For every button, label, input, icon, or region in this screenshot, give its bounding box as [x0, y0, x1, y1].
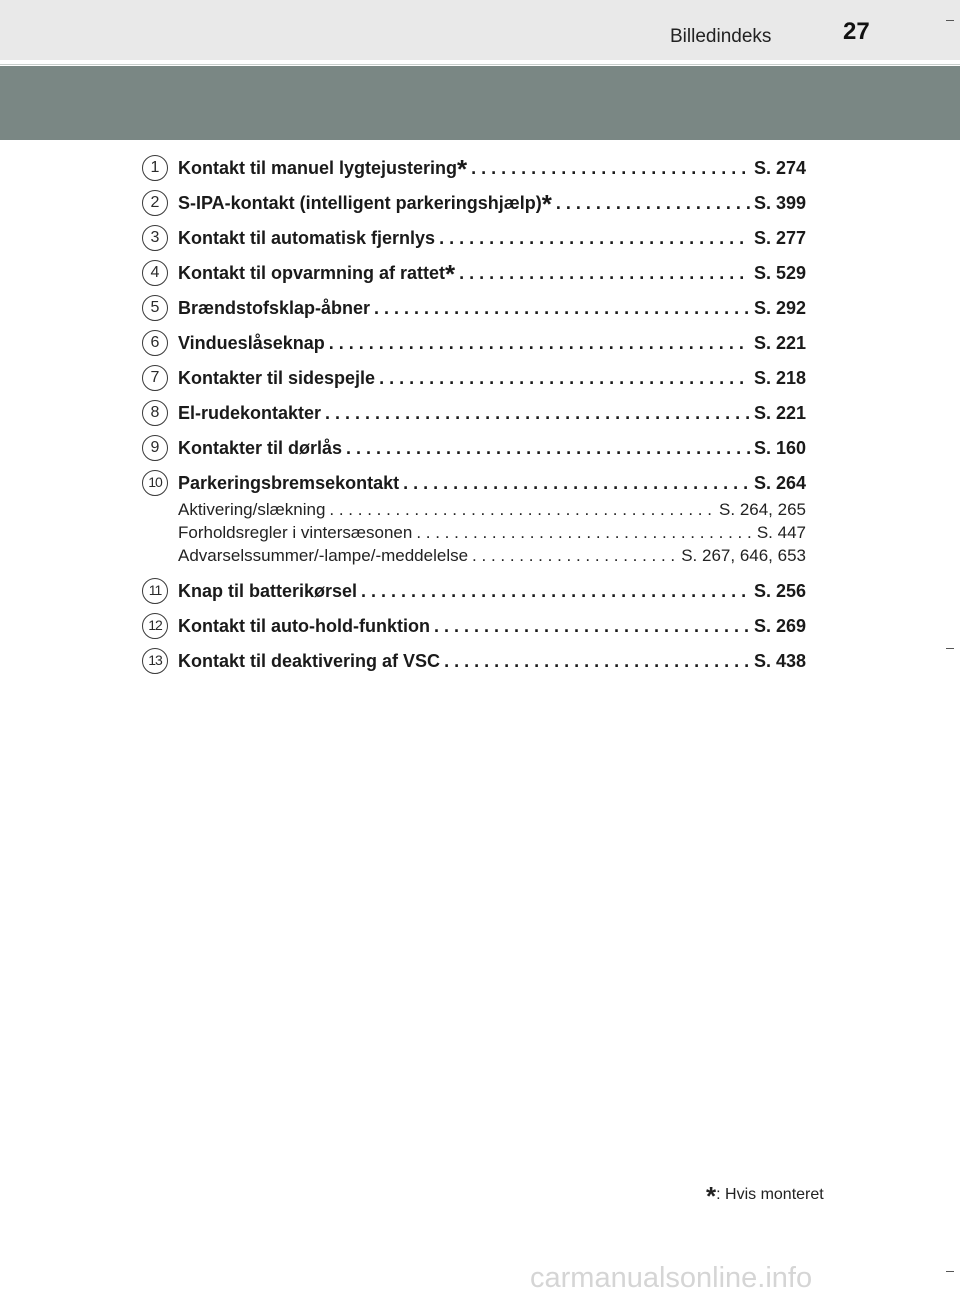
optional-marker: *	[457, 154, 468, 184]
page-reference[interactable]: S. 438	[753, 651, 806, 671]
entry-row[interactable]	[178, 189, 806, 219]
sub-entry-row[interactable]	[178, 546, 806, 566]
page-reference[interactable]: S. 277	[753, 228, 806, 248]
section-title: Billedindeks	[670, 26, 772, 47]
callout-number: 4	[142, 260, 168, 286]
page-reference[interactable]: S. 274	[753, 158, 806, 178]
page-reference[interactable]: S. 221	[753, 403, 806, 423]
sub-entry-label: Forholdsregler i vintersæsonen	[178, 523, 413, 542]
dot-leader	[439, 228, 750, 249]
index-entry-10	[140, 467, 806, 575]
entry-label: Kontakt til automatisk fjernlys	[178, 228, 436, 248]
page-reference[interactable]: S. 264	[753, 473, 806, 493]
entry-row[interactable]	[178, 616, 806, 637]
page-reference[interactable]: S. 267, 646, 653	[681, 546, 806, 565]
dot-leader	[361, 581, 750, 602]
index-entry-13	[140, 645, 806, 680]
footnote-text: : Hvis monteret	[716, 1186, 824, 1203]
callout-number: 11	[142, 578, 168, 604]
index-entry-8	[140, 397, 806, 432]
sub-entry-row[interactable]	[178, 500, 806, 520]
entry-label: El-rudekontakter	[178, 403, 322, 423]
page-reference[interactable]: S. 292	[753, 298, 806, 318]
index-entry-11	[140, 575, 806, 610]
dot-leader	[444, 651, 750, 672]
page-reference[interactable]: S. 160	[753, 438, 806, 458]
page-reference[interactable]: S. 218	[753, 368, 806, 388]
dot-leader	[325, 403, 750, 424]
dot-leader	[329, 500, 715, 520]
index-entry-5	[140, 292, 806, 327]
callout-number: 5	[142, 295, 168, 321]
page-reference[interactable]: S. 269	[753, 616, 806, 636]
callout-number: 2	[142, 190, 168, 216]
index-entry-2	[140, 187, 806, 222]
index-entry-7	[140, 362, 806, 397]
callout-number: 1	[142, 155, 168, 181]
entry-label: Kontakter til dørlås	[178, 438, 343, 458]
entry-label: Knap til batterikørsel	[178, 581, 358, 601]
dot-leader	[459, 263, 750, 284]
entry-row[interactable]	[178, 259, 806, 289]
crop-mark	[946, 648, 954, 649]
page-reference[interactable]: S. 256	[753, 581, 806, 601]
entry-row[interactable]	[178, 581, 806, 602]
dot-leader	[472, 546, 677, 566]
footnote	[706, 1181, 824, 1211]
page-reference[interactable]: S. 221	[753, 333, 806, 353]
callout-number: 10	[142, 470, 168, 496]
index-entry-1	[140, 152, 806, 187]
dot-leader	[379, 368, 750, 389]
callout-number: 13	[142, 648, 168, 674]
index-entry-6	[140, 327, 806, 362]
crop-mark	[946, 1271, 954, 1272]
callout-number: 12	[142, 613, 168, 639]
sub-entry-row[interactable]	[178, 523, 806, 543]
dot-leader	[374, 298, 750, 319]
sub-entry-label: Aktivering/slækning	[178, 500, 326, 519]
sub-entry-label: Advarselssummer/-lampe/-meddelelse	[178, 546, 469, 565]
index-entry-12	[140, 610, 806, 645]
entry-row[interactable]	[178, 154, 806, 184]
picture-index-list	[140, 152, 806, 680]
page-header-bar	[0, 0, 960, 60]
entry-label: Parkeringsbremsekontakt	[178, 473, 400, 493]
header-divider	[0, 64, 960, 65]
callout-number: 3	[142, 225, 168, 251]
optional-marker: *	[541, 189, 552, 219]
illustration-band	[0, 66, 960, 140]
entry-row[interactable]	[178, 438, 806, 459]
footnote-marker: *	[706, 1181, 717, 1211]
page-number: 27	[843, 18, 870, 45]
dot-leader	[346, 438, 750, 459]
index-entry-4	[140, 257, 806, 292]
dot-leader	[403, 473, 750, 494]
page-reference[interactable]: S. 529	[753, 263, 806, 283]
watermark: carmanualsonline.info	[530, 1262, 813, 1294]
entry-label: Kontakt til deaktivering af VSC	[178, 651, 441, 671]
dot-leader	[416, 523, 753, 543]
entry-label: Kontakt til auto-hold-funktion	[178, 616, 430, 636]
entry-label: Brændstofsklap-åbner	[178, 298, 371, 318]
entry-row[interactable]	[178, 651, 806, 672]
index-entry-9	[140, 432, 806, 467]
crop-mark	[946, 20, 954, 21]
callout-number: 6	[142, 330, 168, 356]
entry-label: Vindueslåseknap	[178, 333, 325, 353]
entry-row[interactable]	[178, 228, 806, 249]
callout-number: 8	[142, 400, 168, 426]
entry-row[interactable]	[178, 368, 806, 389]
page-reference[interactable]: S. 447	[756, 523, 806, 542]
callout-number: 7	[142, 365, 168, 391]
dot-leader	[329, 333, 750, 354]
dot-leader	[556, 193, 750, 214]
entry-label: Kontakter til sidespejle	[178, 368, 376, 388]
page-reference[interactable]: S. 399	[753, 193, 806, 213]
dot-leader	[434, 616, 750, 637]
entry-row[interactable]	[178, 333, 806, 354]
entry-label: S-IPA-kontakt (intelligent parkeringshjælp)*	[178, 189, 552, 219]
callout-number: 9	[142, 435, 168, 461]
entry-label: Kontakt til manuel lygtejustering*	[178, 154, 468, 184]
index-entry-3	[140, 222, 806, 257]
dot-leader	[471, 158, 750, 179]
optional-marker: *	[445, 259, 456, 289]
entry-row[interactable]	[178, 298, 806, 319]
entry-row[interactable]	[178, 473, 806, 494]
entry-label: Kontakt til opvarmning af rattet*	[178, 259, 456, 289]
entry-row[interactable]	[178, 403, 806, 424]
page-reference[interactable]: S. 264, 265	[719, 500, 806, 519]
